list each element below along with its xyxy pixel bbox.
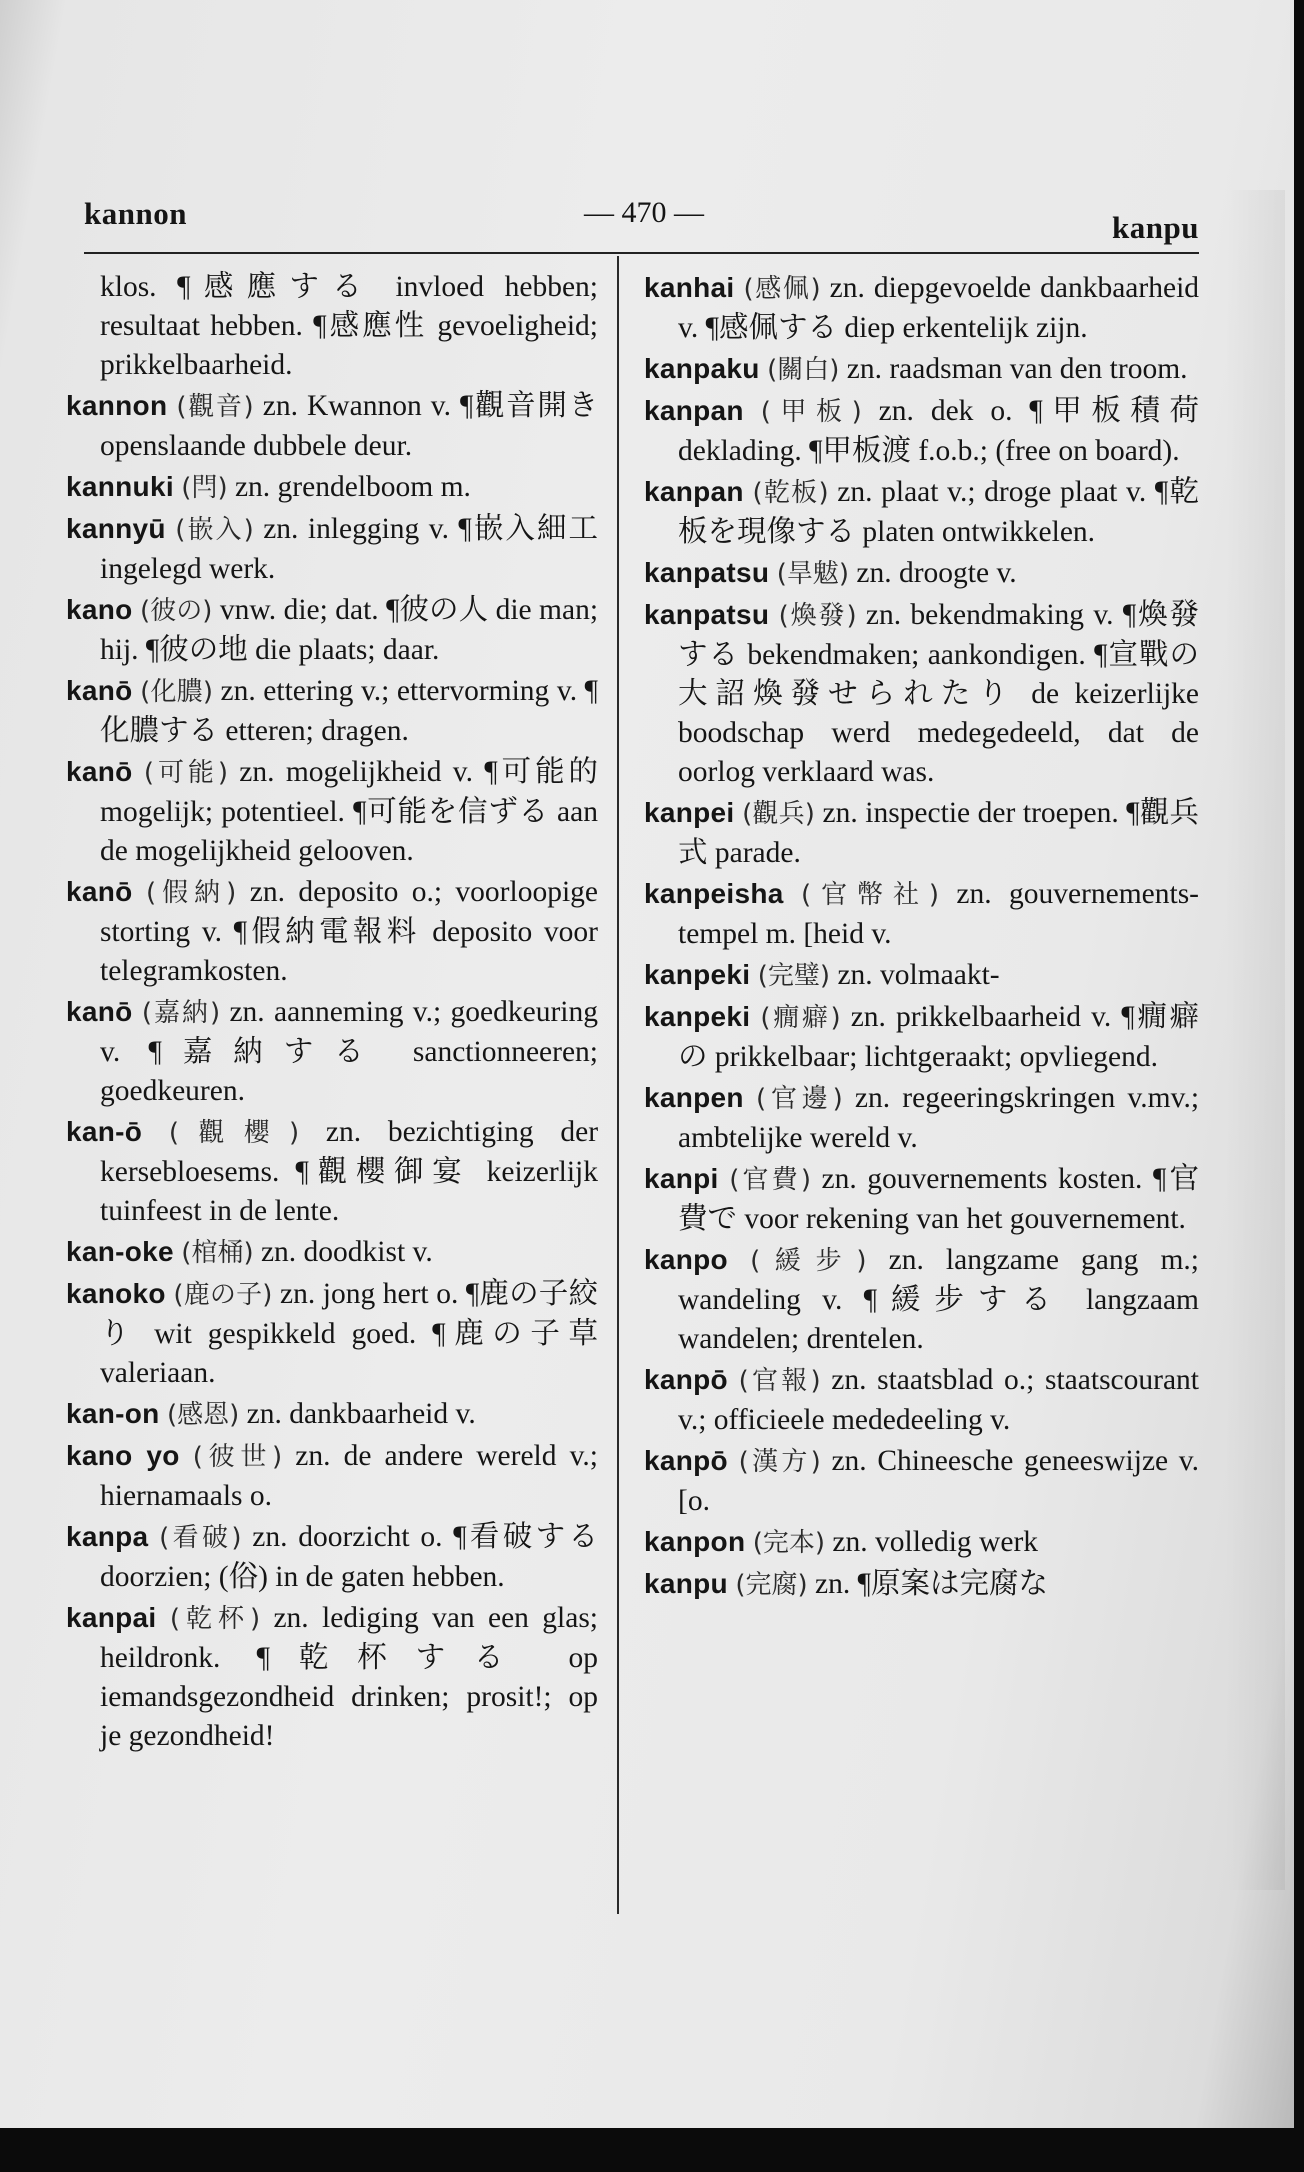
headword: kanō (66, 756, 133, 787)
definition-text: zn. mogelijkheid v. ¶可能的 mogelijk; potentieel. ¶可能を信ずる aan de mogelijkheid gelooven. (100, 756, 599, 867)
kanji-form: (官幣社) (800, 880, 940, 910)
kanji-form: (感佩) (743, 274, 821, 304)
headword: kanpeki (644, 1001, 751, 1032)
kanji-form: (甲板) (760, 397, 862, 427)
headword: kano yo (66, 1440, 180, 1471)
right-guide-word: kanpu (1112, 210, 1199, 245)
definition-text: zn. doorzicht o. ¶看破する doorzien; (俗) in de gaten hebben. (100, 1521, 598, 1593)
headword: kanpa (66, 1521, 149, 1552)
dictionary-entry (644, 391, 1199, 471)
headword: kanpeki (644, 959, 751, 990)
kanji-form: (關白) (767, 355, 840, 385)
kanji-form: (觀兵) (742, 799, 815, 829)
definition-text: zn. regeeringskringen v.mv.; ambtelijke wereld v. (678, 1082, 1200, 1154)
kanji-form: (觀櫻) (168, 1118, 300, 1148)
headword: kanoko (66, 1278, 166, 1309)
kanji-form: (完璧) (757, 961, 831, 991)
definition-text: zn. diepgevoelde dankbaarheid v. ¶感佩する diep erkentelijk zijn. (678, 272, 1200, 344)
dictionary-entry (66, 467, 598, 508)
definition-text: zn. langzame gang m.; wandeling v. ¶緩步する langzaam wandelen; drentelen. (678, 1244, 1199, 1355)
definition-text: zn. gouvernements kosten. ¶官費で voor rekening van het gouvernement. (678, 1163, 1200, 1235)
headword: kanpo (644, 1244, 728, 1275)
dictionary-entry (66, 1232, 598, 1273)
headword: kannyū (66, 513, 166, 544)
dictionary-entry (66, 1112, 598, 1231)
headword: kan-oke (66, 1236, 174, 1267)
kanji-form: (漢方) (738, 1447, 821, 1477)
dictionary-entry (66, 671, 598, 751)
dictionary-entry (66, 872, 598, 991)
kanji-form: (乾杯) (169, 1604, 261, 1634)
dictionary-entry (644, 553, 1199, 594)
dictionary-entry (644, 955, 1199, 996)
headword: kanpeisha (644, 878, 784, 909)
page-number: — 470 — (584, 196, 704, 229)
dictionary-entry (644, 472, 1199, 552)
definition-text: zn. inlegging v. ¶嵌入細工 ingelegd werk. (100, 513, 599, 585)
page-header (84, 196, 1199, 245)
definition-text: zn. Kwannon v. ¶觀音開き openslaande dubbele deur. (100, 390, 599, 462)
definition-text: zn. ettering v.; ettervorming v. ¶化膿する etteren; dragen. (100, 675, 598, 747)
kanji-form: (觀音) (176, 392, 254, 422)
headword: kanpon (644, 1526, 746, 1557)
dictionary-entry (66, 509, 598, 589)
definition-text: zn. aanneming v.; goedkeuring v. ¶嘉納する sanctionneeren; goedkeuren. (100, 996, 598, 1107)
dictionary-entry (66, 590, 598, 670)
dictionary-entry (644, 1522, 1199, 1563)
dictionary-entry (644, 1078, 1199, 1158)
definition-text: zn. prikkelbaarheid v. ¶癇癖の prikkelbaar; lichtgeraakt; opvliegend. (678, 1001, 1199, 1073)
dictionary-entry (66, 1598, 598, 1756)
dictionary-entry (66, 386, 598, 466)
definition-text: zn. lediging van een glas; heildronk. ¶乾杯する op iemandsgezondheid drinken; prosit!; op je gezondheid! (100, 1602, 599, 1752)
kanji-form: (緩步) (750, 1246, 867, 1276)
definition-text: klos. ¶感應する invloed hebben; resultaat hebben. ¶感應性 gevoeligheid; prikkelbaarheid. (100, 271, 598, 381)
kanji-form: (乾板) (752, 478, 829, 508)
definition-text: zn. doodkist v. (260, 1236, 433, 1268)
headword: kanpaku (644, 353, 760, 384)
dictionary-entry (644, 793, 1199, 873)
kanji-form: (看破) (159, 1523, 242, 1553)
kanji-form: (棺桶) (181, 1238, 254, 1268)
dictionary-entry (644, 874, 1199, 954)
dictionary-entry (644, 1360, 1199, 1440)
dictionary-entry (644, 349, 1199, 390)
headword: kanō (66, 876, 133, 907)
headword: kanpan (644, 476, 744, 507)
kanji-form: (彼の) (140, 596, 213, 626)
headword: kan-ō (66, 1116, 143, 1147)
definition-text: zn. staatsblad o.; staatscourant v.; officieele mededeeling v. (678, 1364, 1199, 1436)
column-divider (617, 256, 619, 1914)
headword: kanpō (644, 1445, 728, 1476)
dictionary-entry (644, 1240, 1199, 1359)
definition-text: zn. volmaakt- (837, 959, 1000, 991)
definition-text: zn. gouvernements-tempel m. [heid v. (678, 878, 1199, 950)
kanji-form: (官費) (729, 1165, 811, 1195)
definition-text: zn. bezichtiging der kersebloesems. ¶觀櫻御宴 keizerlijk tuinfeest in de lente. (100, 1116, 599, 1227)
dictionary-entry (66, 752, 598, 871)
definition-text: zn. jong hert o. ¶鹿の子絞り wit gespikkeld goed. ¶鹿の子草 valeriaan. (100, 1278, 598, 1389)
definition-text: zn. grendelboom m. (234, 471, 471, 503)
definition-text: zn. de andere wereld v.; hiernamaals o. (100, 1440, 598, 1512)
kanji-form: (鹿の子) (173, 1280, 273, 1310)
kanji-form: (彼世) (192, 1442, 283, 1472)
kanji-form: (閂) (181, 473, 228, 503)
dictionary-entry (644, 1159, 1199, 1239)
headword: kanpi (644, 1163, 719, 1194)
definition-text: zn. plaat v.; droge plaat v. ¶乾板を現像する platen ontwikkelen. (678, 476, 1199, 548)
headword: kannon (66, 390, 168, 421)
definition-text: zn. inspectie der troepen. ¶觀兵式 parade. (678, 797, 1200, 869)
kanji-form: (嵌入) (175, 515, 254, 545)
kanji-form: (嘉納) (141, 998, 221, 1028)
left-guide-word: kannon (84, 196, 187, 231)
definition-text: zn. deposito o.; voorloopige storting v. ¶假納電報料 deposito voor telegramkosten. (100, 876, 598, 987)
definition-text: zn. Chineesche geneeswijze v. [o. (678, 1445, 1200, 1517)
dictionary-entry (66, 1436, 598, 1516)
headword: kanpatsu (644, 599, 770, 630)
right-column (644, 268, 1199, 1606)
headword: kanō (66, 996, 133, 1027)
dictionary-entry (66, 1394, 598, 1435)
headword: kanhai (644, 272, 735, 303)
definition-text: zn. dankbaarheid v. (246, 1398, 476, 1430)
headword: kanpen (644, 1082, 744, 1113)
headword: kanpai (66, 1602, 157, 1633)
kanji-form: (煥發) (778, 601, 857, 631)
definition-text: zn. volledig werk (832, 1526, 1039, 1558)
headword: kanpō (644, 1364, 728, 1395)
headword: kano (66, 594, 133, 625)
page-curl-shadow (1225, 190, 1285, 1890)
definition-text: zn. droogte v. (856, 557, 1017, 589)
kanji-form: (感恩) (166, 1400, 240, 1430)
headword: kanpei (644, 797, 735, 828)
dictionary-entry (644, 1564, 1199, 1605)
kanji-form: (癇癖) (760, 1003, 841, 1033)
kanji-form: (完腐) (735, 1570, 808, 1600)
dictionary-entry (644, 1441, 1199, 1521)
kanji-form: (完本) (752, 1528, 826, 1558)
definition-text: vnw. die; dat. ¶彼の人 die man; hij. ¶彼の地 die plaats; daar. (100, 594, 599, 666)
definition-text: zn. ¶原案は完腐な (815, 1568, 1048, 1600)
header-rule (84, 252, 1199, 254)
headword: kanpatsu (644, 557, 770, 588)
kanji-form: (假納) (145, 878, 237, 908)
headword: kannuki (66, 471, 174, 502)
entry-continuation (66, 268, 598, 385)
definition-text: zn. dek o. ¶甲板積荷 deklading. ¶甲板渡 f.o.b.; (free on board). (678, 395, 1200, 467)
definition-text: zn. bekendmaking v. ¶煥發する bekendmaken; aankondigen. ¶宣戰の大詔煥發せられたり de keizerlijke boodschap werd medegedeeld, dat de oorlog verklaard was. (678, 599, 1199, 788)
kanji-form: (可能) (143, 758, 228, 788)
headword: kanpu (644, 1568, 728, 1599)
headword: kanō (66, 675, 133, 706)
headword: kanpan (644, 395, 744, 426)
kanji-form: (旱魃) (776, 559, 849, 589)
kanji-form: (官邊) (756, 1084, 843, 1114)
dictionary-entry (644, 268, 1199, 348)
dictionary-entry (66, 1274, 598, 1393)
headword: kan-on (66, 1398, 160, 1429)
left-column (66, 268, 598, 1757)
kanji-form: (化膿) (140, 677, 213, 707)
definition-text: zn. raadsman van den troom. (846, 353, 1188, 385)
dictionary-entry (66, 1517, 598, 1597)
kanji-form: (官報) (738, 1366, 821, 1396)
dictionary-entry (644, 595, 1199, 792)
dictionary-entry (644, 997, 1199, 1077)
dictionary-entry (66, 992, 598, 1111)
